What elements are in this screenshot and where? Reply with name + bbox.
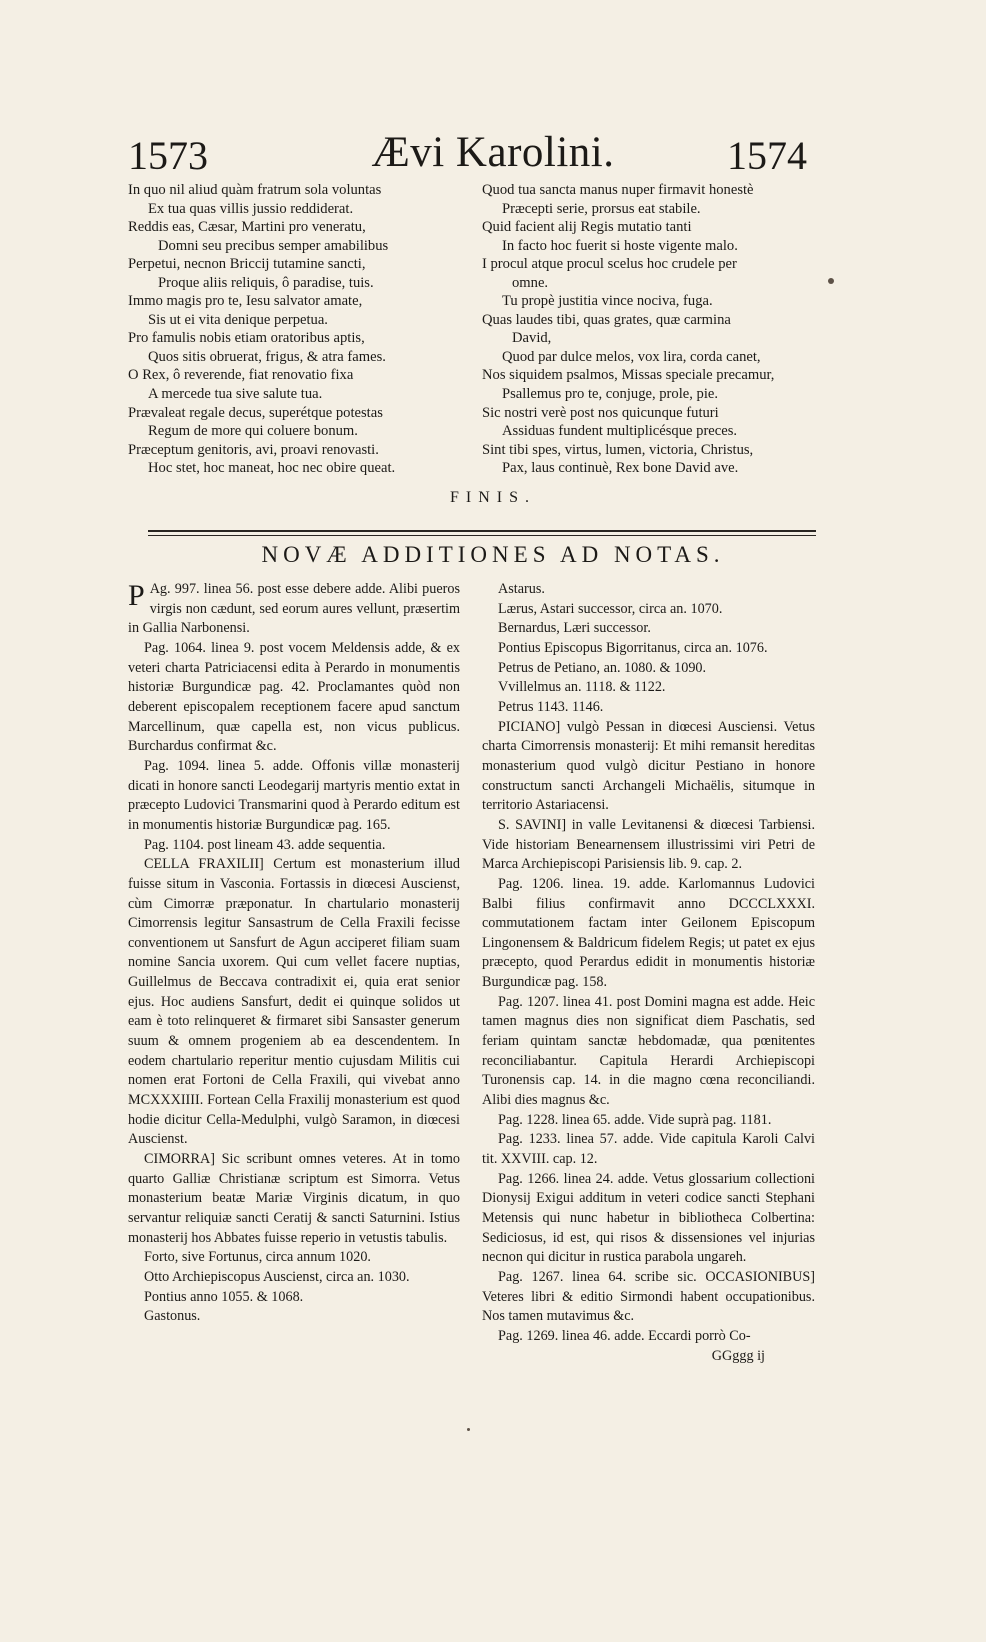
- verse-line: Præcepti serie, prorsus eat stabile.: [502, 200, 701, 217]
- verse-line: Regum de more qui coluere bonum.: [148, 423, 358, 440]
- abbot-entry: Forto, sive Fortunus, circa annum 1020.: [144, 1249, 371, 1266]
- verse-line: Reddis eas, Cæsar, Martini pro veneratu,: [128, 219, 366, 236]
- verse-line: Quid facient alij Regis mutatio tanti: [482, 219, 692, 236]
- verse-line: Quos sitis obruerat, frigus, & atra fames.: [148, 348, 386, 365]
- running-title: Ævi Karolini.: [371, 129, 615, 176]
- note-paragraph: [128, 580, 460, 639]
- verse-line: Sic nostri verè post nos quicunque futuri: [482, 404, 719, 421]
- note-paragraph: Pag. 1267. linea 64. scribe sic. OCCASIONIBUS] Veteres libri & editio Sirmondi habent occupationibus. Nos tamen mutavimus &c.: [482, 1268, 815, 1325]
- note-paragraph: CELLA FRAXILII] Certum est monasterium illud fuisse situm in Vasconia. Fortassis in diœcesi Auscienst, cùm Cimorræ præponatur. In chartulario monasterij Cimorrensis legitur Sansastrum de Cella Fraxili fecisse conventionem ut Sansfurt de Agun acciperet filiam suam nomine Sancia uxorem. Qui cum vellet facere nuptias, Guillelmus de Beccava contradixit ei, quia erat senior ejus. Hoc audiens Sansfurt, dedit ei quinque solidos ut eam è toto relinqueret & firmaret sibi Sansaster generum suum & omnem progeniem ab ea descendentem. In eodem chartulario reperitur mentio cujusdam Militis cui nomen erat Fortoni de Cella Fraxili, qui vivebat anno MCXXXIIII. Fortean Cella Fraxilij monasterium est quod hodie dicitur Cella-Medulphi, vulgò Saramon, in diœcesi Auscienst.: [128, 856, 460, 1148]
- verse-line: Præceptum genitoris, avi, proavi renovasti.: [128, 441, 379, 458]
- verse-line: Immo magis pro te, Iesu salvator amate,: [128, 293, 363, 310]
- note-paragraph: Pag. 1228. linea 65. adde. Vide suprà pag. 1181.: [498, 1111, 772, 1128]
- verse-line: Quas laudes tibi, quas grates, quæ carmina: [482, 311, 731, 328]
- note-paragraph: Pag. 1269. linea 46. adde. Eccardi porrò Co-: [498, 1327, 751, 1344]
- verse-line: Tu propè justitia vince nociva, fuga.: [502, 293, 713, 310]
- notes-column-left: [128, 580, 460, 1327]
- verse-line: O Rex, ô reverende, fiat renovatio fixa: [128, 367, 354, 384]
- abbot-entry: Gastonus.: [144, 1308, 201, 1325]
- abbot-entry: Petrus 1143. 1146.: [498, 698, 604, 715]
- verse-line: Psallemus pro te, conjuge, prole, pie.: [502, 386, 719, 403]
- note-paragraph: CIMORRA] Sic scribunt omnes veteres. At in tomo quarto Galliæ Christianæ scriptum est Simorra. Vetus monasterium beatæ Mariæ Virginis dicatum, in quo servantur reliquiæ sancti Ceratij & sancti Saturnini. Istius monasterij hos Abbates fuisse reperio in vetustis tabulis.: [128, 1151, 460, 1246]
- abbot-entry: Pontius Episcopus Bigorritanus, circa an. 1076.: [498, 639, 768, 656]
- note-paragraph: Pag. 1064. linea 9. post vocem Meldensis adde, & ex veteri charta Patriciacensi edita à Perardo in monumentis historiæ Burgundicæ pag. 42. Proclamantes quòd non deberent episcopalem receptionem facere apud sanctum Marcellinum, quæ capella est, non vicus publicus. Burchardus confirmat &c.: [128, 639, 460, 755]
- verse-line: Quod par dulce melos, vox lira, corda canet,: [502, 348, 761, 365]
- note-paragraph: Pag. 1233. linea 57. adde. Vide capitula Karoli Calvi tit. XXVIII. cap. 12.: [482, 1131, 815, 1168]
- abbot-entry: Pontius anno 1055. & 1068.: [144, 1288, 304, 1305]
- abbot-entry: Vvillelmus an. 1118. & 1122.: [498, 679, 666, 696]
- page-edge: [986, 0, 1000, 1642]
- note-paragraph: Pag. 1207. linea 41. post Domini magna est adde. Heic tamen magnus dies non significat diem Paschatis, sed feriam quintam sanctæ hebdomadæ, qua pœnitentes reconciliabantur. Capitula Herardi Archiepiscopi Turonensis cap. 14. in die magno cœna reconciliandi. Alibi dies magnus &c.: [482, 993, 815, 1109]
- abbot-entry: Otto Archiepiscopus Auscienst, circa an. 1030.: [144, 1268, 410, 1285]
- note-text: Ag. 997. linea 56. post esse debere adde. Alibi pueros virgis non cædunt, sed eorum aures vellunt, præsertim in Gallia Narbonensi.: [128, 581, 460, 637]
- verse-line: Sis ut ei vita denique perpetua.: [148, 311, 328, 328]
- note-paragraph: Pag. 1104. post lineam 43. adde sequentia.: [144, 836, 386, 853]
- finis-mark: FINIS.: [449, 489, 536, 506]
- verse-line: Domni seu precibus semper amabilibus: [158, 237, 389, 254]
- verse-line: Quod tua sancta manus nuper firmavit honestè: [482, 182, 754, 198]
- verse-line: Ex tua quas villis jussio reddiderat.: [148, 200, 354, 217]
- abbot-entry: Petrus de Petiano, an. 1080. & 1090.: [498, 659, 707, 676]
- verse-line: Pro famulis nobis etiam oratoribus aptis,: [128, 330, 365, 347]
- ink-spot: [467, 1428, 470, 1431]
- verse-line: Nos siquidem psalmos, Missas speciale precamur,: [482, 367, 775, 384]
- note-paragraph: Pag. 1266. linea 24. adde. Vetus glossarium collectioni Dionysij Exigui additum in veteri codice sancti Stephani Metensis qui nunc habetur in bibliotheca Colbertina: Sediciosus, id est, qui risos & dissensiones vel injurias necnon qui dicitur in rustica parabola ungareh.: [482, 1170, 815, 1266]
- verse-line: I procul atque procul scelus hoc crudele per: [482, 256, 737, 273]
- notes-column-right: [482, 580, 815, 1366]
- verse-column-left: [128, 181, 458, 478]
- section-rule-thick: [148, 530, 816, 532]
- verse-line: Hoc stet, hoc maneat, hoc nec obire queat.: [148, 460, 396, 477]
- verse-line: Pax, laus continuè, Rex bone David ave.: [502, 460, 739, 477]
- verse-line: David,: [512, 330, 552, 347]
- verse-line: Sint tibi spes, virtus, lumen, victoria, Christus,: [482, 441, 754, 458]
- abbot-entry: Astarus.: [498, 581, 545, 597]
- verse-line: In facto hoc fuerit si hoste vigente malo.: [502, 237, 738, 254]
- section-title: NOVÆ ADDITIONES AD NOTAS.: [261, 542, 725, 567]
- ink-spot: [828, 278, 834, 284]
- verse-line: Proque aliis reliquis, ô paradise, tuis.: [158, 274, 374, 291]
- verse-line: omne.: [512, 274, 549, 291]
- verse-line: Assiduas fundent multiplicésque preces.: [502, 423, 738, 440]
- verse-column-right: [482, 181, 816, 478]
- right-page-number: 1574: [727, 133, 807, 178]
- note-paragraph: Pag. 1206. linea. 19. adde. Karlomannus Ludovici Balbi filius confirmavit anno DCCCLXXXI. commutationem factam inter Geilonem Episcopum Lingonensem & Baldricum fidelem Regis; ut patet ex ejus præcepto, quod Perardus edidit in monumentis historiæ Burgundicæ pag. 158.: [482, 875, 815, 991]
- signature-mark: GGggg ij: [711, 1347, 765, 1364]
- note-paragraph: Pag. 1094. linea 5. adde. Offonis villæ monasterij dicati in honore sancti Leodegarij martyris mentio extat in præcepto Ludovici Transmarini quod à Perardo editum est in monumentis historiæ Burgundicæ pag. 165.: [128, 757, 460, 833]
- verse-line: Perpetui, necnon Briccij tutamine sancti,: [128, 256, 366, 273]
- left-page-number: 1573: [128, 133, 208, 178]
- abbot-entry: Lærus, Astari successor, circa an. 1070.: [498, 600, 723, 617]
- verse-line: A mercede tua sive salute tua.: [148, 386, 323, 403]
- section-rule-thin: [148, 535, 816, 536]
- abbot-entry: Bernardus, Læri successor.: [498, 620, 651, 637]
- note-paragraph: S. SAVINI] in valle Levitanensi & diœcesi Tarbiensi. Vide historiam Benearnensem illustrissimi viri Petri de Marca Archiepiscopi Parisiensis lib. 9. cap. 2.: [482, 816, 815, 873]
- verse-line: Prævaleat regale decus, superétque potestas: [128, 404, 383, 421]
- note-paragraph: PICIANO] vulgò Pessan in diœcesi Ausciensi. Vetus charta Cimorrensis monasterij: Et mihi remansit hereditas monasterium quod vulgò dicitur Pestiano in honore constructum sancti Archangeli Michaëlis, situmque in territorio Astariacensi.: [482, 718, 815, 814]
- drop-cap: P: [128, 580, 145, 612]
- verse-line: In quo nil aliud quàm fratrum sola voluntas: [128, 182, 382, 198]
- page-header: [0, 128, 986, 184]
